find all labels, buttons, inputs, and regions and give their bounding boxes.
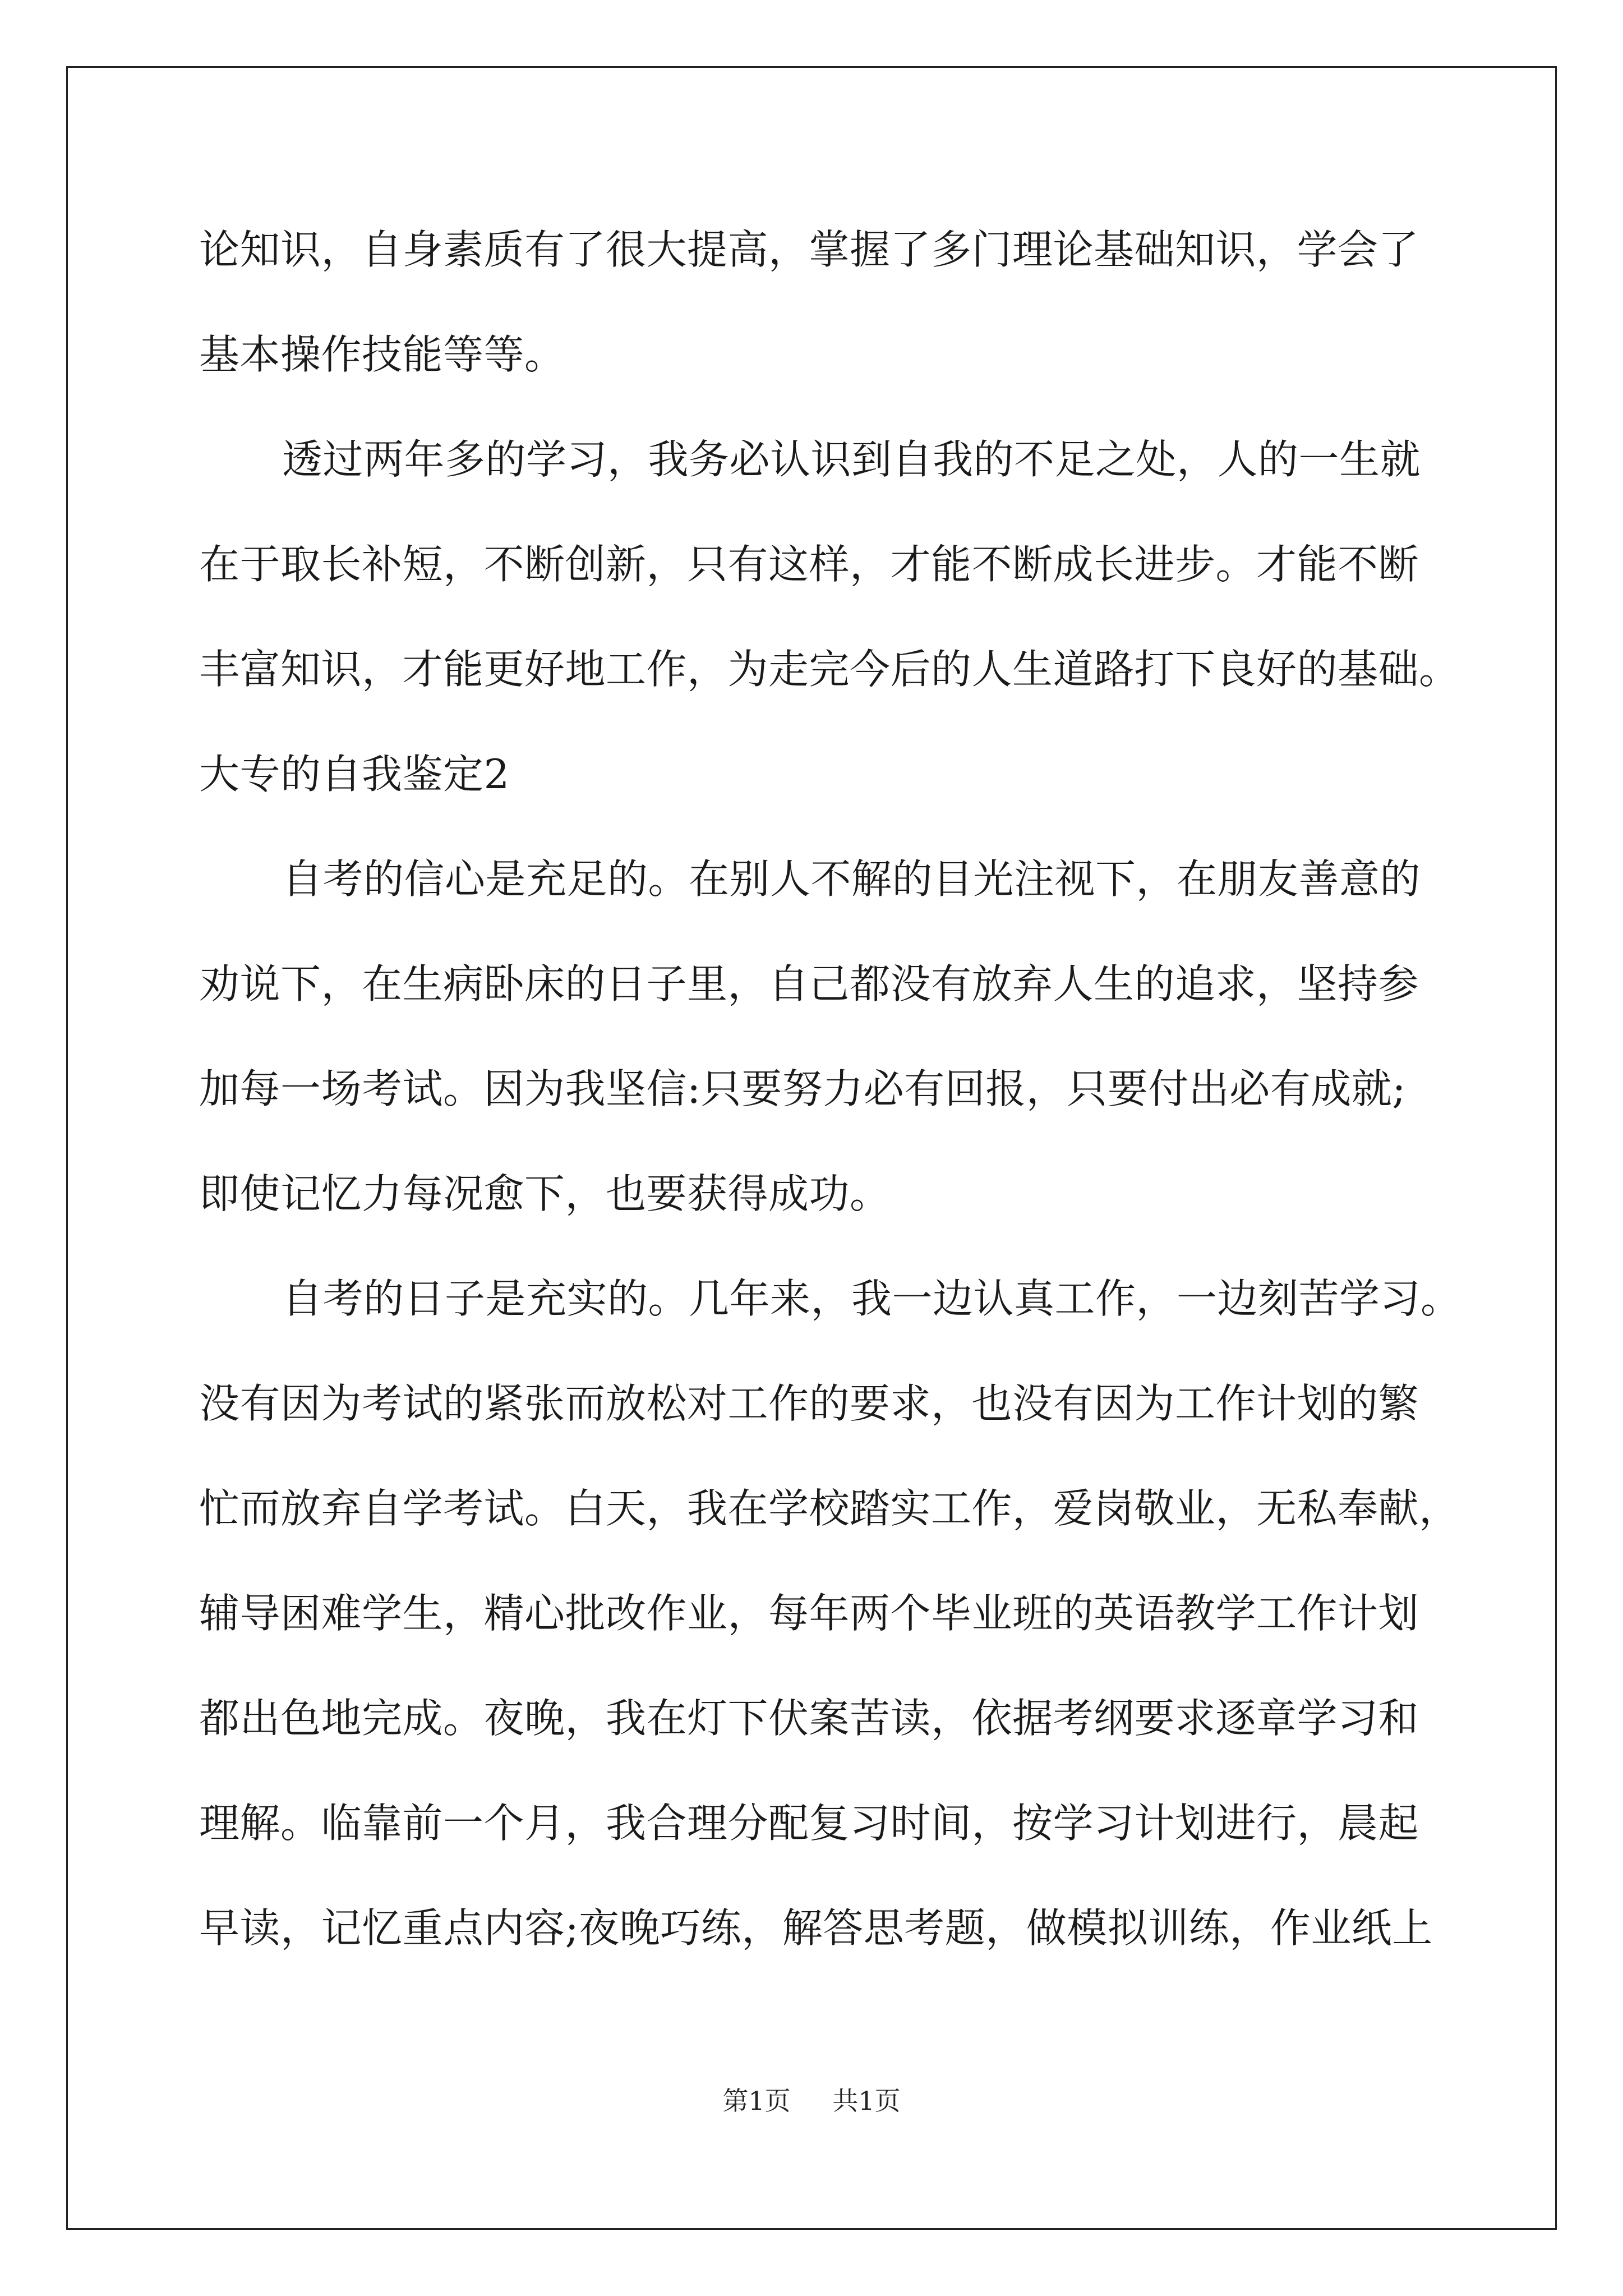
section-heading: 大专的自我鉴定2: [199, 751, 510, 798]
text-line: 自考的日子是充实的。几年来，我一边认真工作，一边刻苦学习。: [282, 1275, 1461, 1322]
document-body: [199, 197, 1461, 1981]
text-line: 没有因为考试的紧张而放松对工作的要求，也没有因为工作计划的繁: [199, 1380, 1419, 1427]
text-line: 论知识，自身素质有了很大提高，掌握了多门理论基础知识，学会了: [199, 226, 1419, 273]
text-line: 加每一场考试。因为我坚信:只要努力必有回报，只要付出必有成就;: [199, 1065, 1407, 1112]
page-footer: [0, 2084, 1623, 2118]
text-line: 早读，记忆重点内容;夜晚巧练，解答思考题，做模拟训练，作业纸上: [199, 1904, 1433, 1952]
page-total: 共1页: [832, 2086, 901, 2116]
text-line: 丰富知识，才能更好地工作，为走完今后的人生道路打下良好的基础。: [199, 646, 1460, 693]
text-line: 即使记忆力每况愈下，也要获得成功。: [199, 1170, 891, 1217]
text-line: 忙而放弃自学考试。白天，我在学校踏实工作，爱岗敬业，无私奉献，: [199, 1485, 1460, 1532]
text-line: 都出色地完成。夜晚，我在灯下伏案苦读，依据考纲要求逐章学习和: [199, 1695, 1419, 1742]
text-line: 透过两年多的学习，我务必认识到自我的不足之处，人的一生就: [282, 436, 1421, 483]
page-number: 第1页: [722, 2086, 791, 2116]
text-line: 在于取长补短，不断创新，只有这样，才能不断成长进步。才能不断: [199, 541, 1419, 588]
text-line: 理解。临靠前一个月，我合理分配复习时间，按学习计划进行，晨起: [199, 1800, 1419, 1847]
text-line: 自考的信心是充足的。在别人不解的目光注视下，在朋友善意的: [282, 855, 1421, 903]
text-line: 辅导困难学生，精心批改作业，每年两个毕业班的英语教学工作计划: [199, 1590, 1419, 1637]
text-line: 基本操作技能等等。: [199, 331, 565, 378]
text-line: 劝说下，在生病卧床的日子里，自己都没有放弃人生的追求，坚持参: [199, 960, 1419, 1007]
